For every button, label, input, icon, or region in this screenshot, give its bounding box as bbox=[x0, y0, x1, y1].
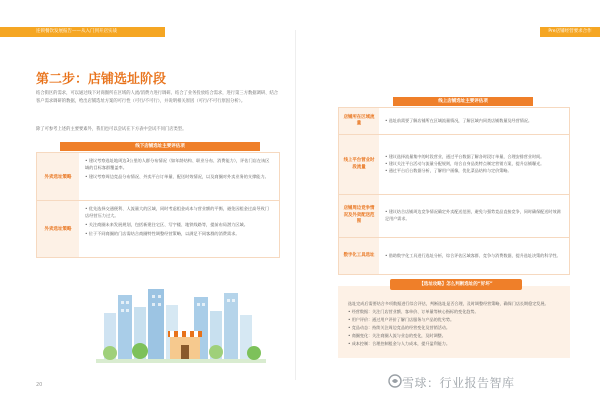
row-label: 外卖选址策略 bbox=[37, 201, 79, 257]
row-line: • 选址前需要了解店铺所在区域流量情况，了解区域内同类店铺数量及经营情况。 bbox=[385, 117, 532, 123]
row-label: 线上平台营业时段流量 bbox=[339, 135, 379, 194]
table-row bbox=[339, 238, 569, 274]
header-left-label: 连锁餐饮发展报告——从入门到开店实战 bbox=[36, 29, 117, 34]
page-title: 第二步：店铺选址阶段 bbox=[36, 72, 167, 87]
row-label: 数字化工具选址 bbox=[339, 238, 379, 274]
row-label: 外卖选址策略 bbox=[37, 153, 79, 200]
table-row bbox=[339, 195, 569, 238]
header-bar-left bbox=[0, 27, 165, 37]
tip-item: • 成本控制：合理控制租金与人力成本，提升盈利能力。 bbox=[348, 341, 450, 346]
row-body bbox=[379, 108, 569, 134]
row-line: • 借助数字化工具进行选址分析，综合评估区域客群、竞争与消费数据，提升选址决策的科学性。 bbox=[385, 252, 561, 258]
header-right-label: Pre店铺经营要求合作 bbox=[548, 29, 592, 34]
snowball-logo-icon bbox=[388, 374, 402, 388]
table-row bbox=[37, 153, 279, 201]
city-skyline-illustration bbox=[96, 283, 266, 363]
tip-intro: 选址完成后需要结合多项数据进行综合评估，判断选址是否合理，及时调整经营策略，确保门店长期稳定发展。 bbox=[348, 301, 549, 306]
tip-item: • 竞品动态：持续关注周边竞品的经营变化及营销活动。 bbox=[348, 325, 450, 330]
intro-note: 除了可参考上述的主要要素外，我们也可以尝试在下方表中尝试不同门店类型。 bbox=[36, 127, 187, 132]
row-label: 店铺所在区域流量 bbox=[339, 108, 379, 134]
row-line: • 建议结合店铺周边竞争情况确定外卖配送范围，避免与强势竞品直接竞争，同时确保配送时效满足用户需求。 bbox=[385, 209, 561, 221]
online-table-title: 线上店铺选址主要评估项 bbox=[393, 97, 533, 106]
table-row bbox=[339, 108, 569, 135]
online-site-table bbox=[338, 107, 570, 275]
tip-box-title: 【选址攻略】怎么判断选址的“好坏” bbox=[390, 279, 522, 290]
page-fold-divider bbox=[295, 30, 296, 380]
offline-site-table bbox=[36, 152, 280, 258]
row-body bbox=[379, 238, 569, 274]
offline-table-title: 线下店铺选址主要评估项 bbox=[60, 142, 260, 151]
intro-paragraph: 结合街区的需求，可以通过线下对商圈所在区域的人流/消费力进行调研。结合了业务投放结合需求，进行第三方数据调研、结合客户需求调研的数据，给出店铺选址方案的可行性（可行/不可行），并说明相关原因（可行/不可行原因分析）。 bbox=[36, 91, 279, 104]
row-line: • 建议考察周边竞品分布情况、外卖平台订单量、配送时效情况，以及商圈对外卖业务的支撑能力。 bbox=[85, 174, 269, 179]
row-body bbox=[379, 195, 569, 237]
row-line: • 建议选择流量集中的时段营业，通过平台数据了解各时段订单量，合理安排营业时间。 bbox=[385, 154, 545, 160]
row-line: • 通过平台后台数据分析，了解用户画像，优化菜品结构与定价策略。 bbox=[385, 167, 512, 173]
row-line: • 位于不同商圈的门店需结合商圈特性调整经营策略，以满足不同客群的消费需求。 bbox=[85, 231, 240, 236]
tip-box bbox=[338, 286, 570, 358]
row-body bbox=[379, 135, 569, 194]
watermark-text: 雪球：行业报告智库 bbox=[402, 376, 515, 390]
header-bar-right bbox=[540, 27, 600, 37]
table-row bbox=[339, 135, 569, 195]
tip-item: • 商圈变化：关注商圈人流与业态的变化，及时调整。 bbox=[348, 333, 446, 338]
row-line: • 关注商圈未来发展规划，包括新建住宅区、写字楼、地铁线路等，提前布局潜力区域。 bbox=[85, 222, 248, 227]
row-line: • 建议考察选址地周边3公里的人群分布情况（如年龄结构、职业分布、消费能力），评估门店在该区域的目标客群覆盖率。 bbox=[85, 158, 270, 170]
tip-item: • 经营数据：关注门店营业额、客单价、订单量等核心指标的变化趋势。 bbox=[348, 309, 479, 314]
row-body bbox=[79, 153, 279, 200]
page-number: 20 bbox=[36, 382, 43, 388]
row-label: 店铺周边竞争情况及外卖配送范围 bbox=[339, 195, 379, 237]
row-line: • 建议关注平台活动与流量分配规则，结合自身品类特点制定营销方案，提升店铺曝光。 bbox=[385, 161, 545, 167]
tip-item: • 用户评价：通过用户评价了解门店服务与产品的优劣势。 bbox=[348, 317, 455, 322]
table-row bbox=[37, 201, 279, 257]
row-line: • 优先选择交通便利、人流量大的区域，同时考虑租金成本与营业额的平衡，避免因租金过高导致门店经营压力过大。 bbox=[85, 206, 269, 218]
row-body bbox=[79, 201, 279, 257]
